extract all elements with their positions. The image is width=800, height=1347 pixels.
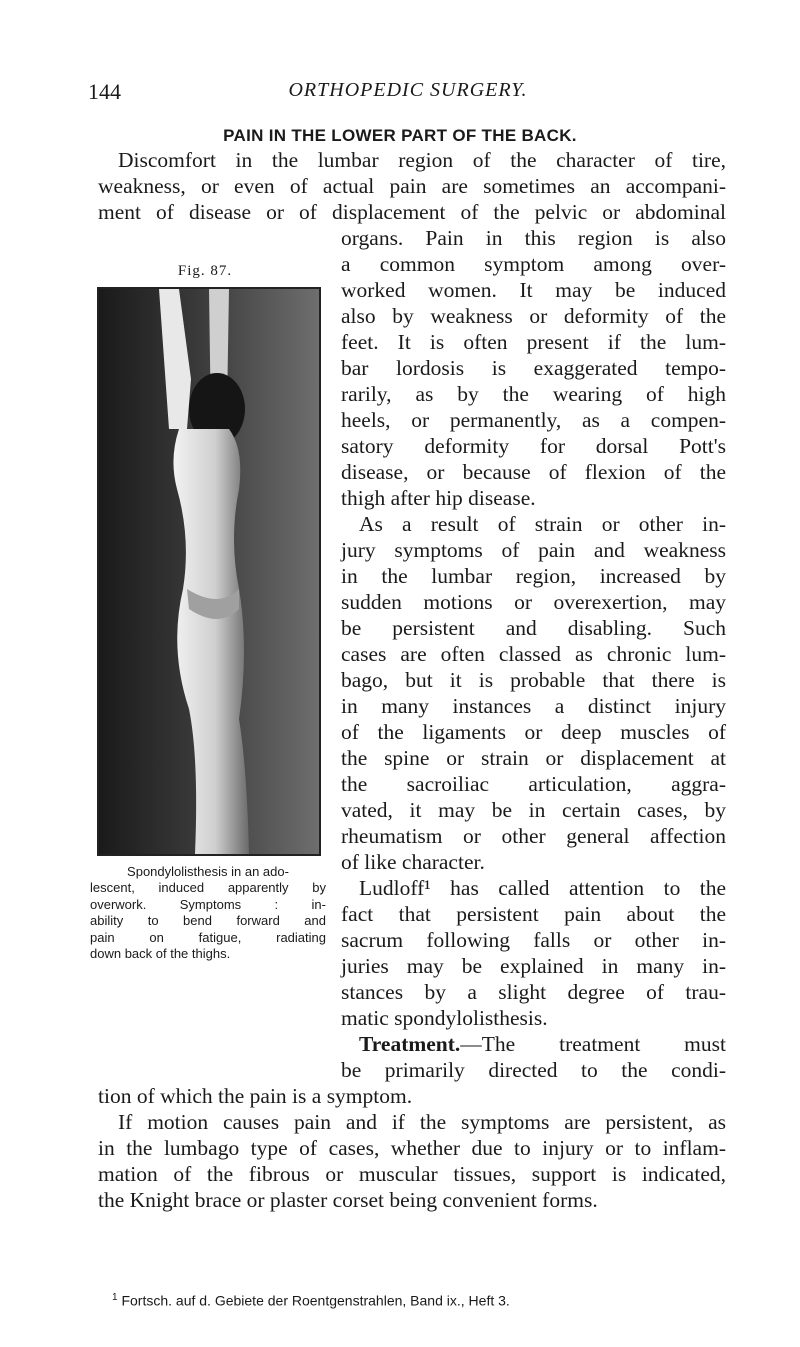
footnote: [112, 1292, 510, 1309]
running-title: ORTHOPEDIC SURGERY.: [288, 79, 528, 101]
body-line: tion of which the pain is a symptom.: [98, 1084, 413, 1108]
page-header: [88, 79, 728, 107]
body-line: the Knight brace or plaster corset being convenient forms.: [98, 1188, 598, 1212]
treatment-line: [359, 1031, 726, 1057]
body-line: in the lumbar region, increased by: [341, 564, 726, 588]
footnote-marker: 1: [112, 1292, 118, 1303]
body-line: worked women. It may be induced: [341, 278, 726, 302]
body-line: cases are often classed as chronic lum-: [341, 642, 726, 666]
body-line: stances by a slight degree of trau-: [341, 980, 726, 1004]
body-line: also by weakness or deformity of the: [341, 304, 726, 328]
body-line: rheumatism or other general affection: [341, 824, 726, 848]
body-line: As a result of strain or other in-: [359, 512, 726, 536]
body-line: thigh after hip disease.: [341, 486, 536, 510]
body-line: matic spondylolisthesis.: [341, 1006, 548, 1030]
figure-caption: ability to bend forward and: [90, 913, 326, 928]
photo-standing-figure: [99, 289, 319, 854]
body-line: a common symptom among over-: [341, 252, 726, 276]
body-line: feet. It is often present if the lum-: [341, 330, 726, 354]
body-line: sacrum following falls or other in-: [341, 928, 726, 952]
body-line: weakness, or even of actual pain are sometimes an accompani-: [98, 174, 726, 198]
treatment-heading: Treatment.: [359, 1032, 461, 1056]
body-line: of like character.: [341, 850, 485, 874]
figure-photograph: [97, 287, 321, 856]
body-line: sudden motions or overexertion, may: [341, 590, 726, 614]
body-line: vated, it may be in certain cases, by: [341, 798, 726, 822]
body-line: bar lordosis is exaggerated tempo-: [341, 356, 726, 380]
page-number: 144: [88, 79, 121, 104]
figure-caption: Spondylolisthesis in an ado-: [127, 864, 289, 879]
body-line: the sacroiliac articulation, aggra-: [341, 772, 726, 796]
body-line: bago, but it is probable that there is: [341, 668, 726, 692]
figure-caption: pain on fatigue, radiating: [90, 930, 326, 945]
figure-caption: overwork. Symptoms : in-: [90, 897, 326, 912]
body-line: organs. Pain in this region is also: [341, 226, 726, 250]
footnote-text: Fortsch. auf d. Gebiete der Roentgenstrahlen, Band ix., Heft 3.: [121, 1292, 510, 1309]
figure-label: Fig. 87.: [177, 263, 233, 279]
body-line: of the ligaments or deep muscles of: [341, 720, 726, 744]
body-line: If motion causes pain and if the symptoms are persistent, as: [118, 1110, 726, 1134]
body-line: be persistent and disabling. Such: [341, 616, 726, 640]
section-title: PAIN IN THE LOWER PART OF THE BACK.: [223, 126, 577, 145]
body-line: the spine or strain or displacement at: [341, 746, 726, 770]
figure-caption: lescent, induced apparently by: [90, 880, 326, 895]
treatment-text: —The treatment must: [460, 1032, 726, 1056]
body-line: in many instances a distinct injury: [341, 694, 726, 718]
body-line: Discomfort in the lumbar region of the character of tire,: [118, 148, 726, 172]
figure-caption: down back of the thighs.: [90, 946, 231, 961]
body-line: ment of disease or of displacement of the pelvic or abdominal: [98, 200, 726, 224]
body-line: Ludloff¹ has called attention to the: [359, 876, 726, 900]
body-line: in the lumbago type of cases, whether due to injury or to inflam-: [98, 1136, 726, 1160]
body-line: mation of the fibrous or muscular tissues, support is indicated,: [98, 1162, 726, 1186]
body-line: fact that persistent pain about the: [341, 902, 726, 926]
body-line: be primarily directed to the condi-: [341, 1058, 726, 1082]
body-line: rarily, as by the wearing of high: [341, 382, 726, 406]
body-line: disease, or because of flexion of the: [341, 460, 726, 484]
body-line: jury symptoms of pain and weakness: [341, 538, 726, 562]
body-line: heels, or permanently, as a compen-: [341, 408, 726, 432]
body-line: juries may be explained in many in-: [341, 954, 726, 978]
body-line: satory deformity for dorsal Pott's: [341, 434, 726, 458]
